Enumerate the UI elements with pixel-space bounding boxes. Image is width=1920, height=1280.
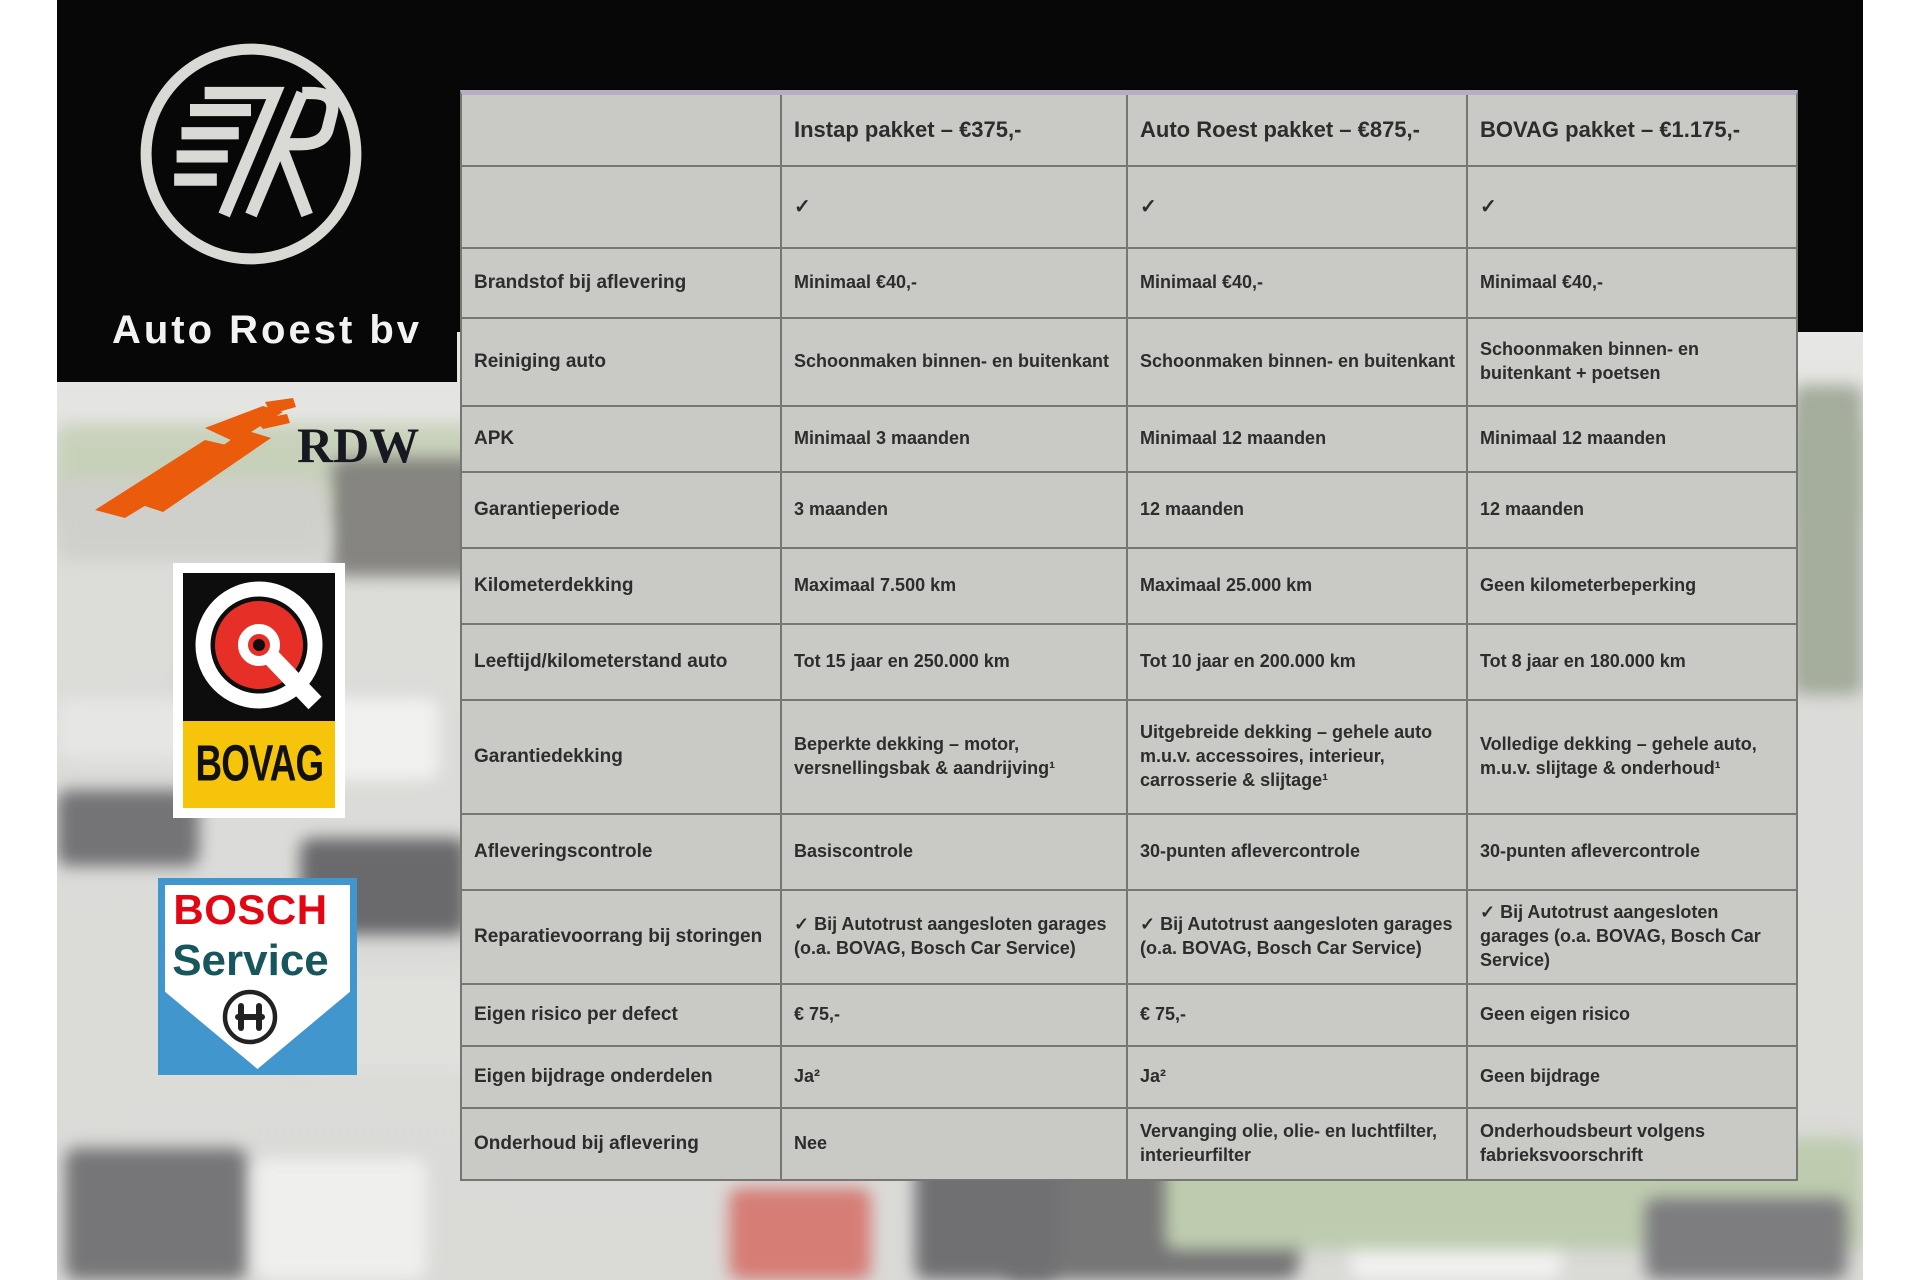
table-cell: Basiscontrole — [782, 815, 1126, 889]
table-cell: Tot 8 jaar en 180.000 km — [1468, 625, 1796, 699]
auto-roest-logo — [57, 0, 457, 382]
table-cell: Minimaal €40,- — [782, 249, 1126, 317]
bosch-service-text: Service — [172, 936, 329, 985]
row-label-reiniging: Reiniging auto — [462, 319, 780, 405]
row-label-onderhoud: Onderhoud bij aflevering — [462, 1109, 780, 1179]
row-label-apk: APK — [462, 407, 780, 471]
bosch-armature-icon — [215, 982, 285, 1052]
row-label-garantieperiode: Garantieperiode — [462, 473, 780, 547]
table-cell: 12 maanden — [1468, 473, 1796, 547]
auto-roest-monogram-icon — [129, 32, 373, 276]
row-label-eigen-risico: Eigen risico per defect — [462, 985, 780, 1045]
table-cell: Schoonmaken binnen- en buitenkant + poetsen — [1468, 319, 1796, 405]
table-cell: € 75,- — [1128, 985, 1466, 1045]
brand-name: Auto Roest bv — [111, 308, 423, 352]
table-cell: Schoonmaken binnen- en buitenkant — [1128, 319, 1466, 405]
table-cell: Vervanging olie, olie- en luchtfilter, interieurfilter — [1128, 1109, 1466, 1179]
table-corner-cell — [462, 95, 780, 165]
table-cell: Beperkte dekking – motor, versnellingsbak & aandrijving¹ — [782, 701, 1126, 813]
table-cell: Schoonmaken binnen- en buitenkant — [782, 319, 1126, 405]
table-cell: Nee — [782, 1109, 1126, 1179]
table-cell: Geen bijdrage — [1468, 1047, 1796, 1107]
table-cell: Geen kilometerbeperking — [1468, 549, 1796, 623]
table-cell: ✓ Bij Autotrust aangesloten garages (o.a. BOVAG, Bosch Car Service) — [782, 891, 1126, 983]
table-cell: 3 maanden — [782, 473, 1126, 547]
table-cell: Minimaal €40,- — [1468, 249, 1796, 317]
table-cell: ✓ Bij Autotrust aangesloten garages (o.a. BOVAG, Bosch Car Service) — [1128, 891, 1466, 983]
photo-car-shape — [1645, 1198, 1847, 1280]
rdw-logo — [87, 398, 487, 518]
table-cell: Uitgebreide dekking – gehele auto m.u.v. accessoires, interieur, carrosserie & slijtage¹ — [1128, 701, 1466, 813]
table-cell: Minimaal 12 maanden — [1128, 407, 1466, 471]
bovag-logo — [173, 563, 345, 818]
table-cell: 12 maanden — [1128, 473, 1466, 547]
table-cell: Maximaal 7.500 km — [782, 549, 1126, 623]
photo-car-shape — [65, 1148, 247, 1280]
row-label-eigen-bijdrage: Eigen bijdrage onderdelen — [462, 1047, 780, 1107]
check-icon: ✓ — [782, 167, 1126, 247]
table-cell: Minimaal €40,- — [1128, 249, 1466, 317]
table-cell: 30-punten aflevercontrole — [1128, 815, 1466, 889]
table-cell: Maximaal 25.000 km — [1128, 549, 1466, 623]
bosch-wordmark: BOSCH — [173, 886, 328, 933]
rdw-wing-icon — [87, 398, 317, 518]
row-label — [462, 167, 780, 247]
rdw-wordmark: RDW — [297, 417, 420, 473]
table-cell: Ja² — [1128, 1047, 1466, 1107]
table-cell: Tot 10 jaar en 200.000 km — [1128, 625, 1466, 699]
row-label-leeftijd: Leeftijd/kilometerstand auto — [462, 625, 780, 699]
row-label-kilometerdekking: Kilometerdekking — [462, 549, 780, 623]
table-cell: Geen eigen risico — [1468, 985, 1796, 1045]
bovag-magnifier-icon — [183, 573, 335, 721]
photo-car-shape — [255, 1158, 427, 1280]
photo-car-shape — [729, 1188, 871, 1280]
column-header-auto-roest: Auto Roest pakket – €875,- — [1128, 95, 1466, 165]
table-cell: Minimaal 12 maanden — [1468, 407, 1796, 471]
bovag-wordmark: BOVAG — [195, 735, 323, 793]
table-cell: € 75,- — [782, 985, 1126, 1045]
table-cell: 30-punten aflevercontrole — [1468, 815, 1796, 889]
bosch-service-logo — [158, 878, 357, 1075]
photo-trees-shape — [1792, 385, 1863, 695]
table-cell: Minimaal 3 maanden — [782, 407, 1126, 471]
check-icon: ✓ — [1128, 167, 1466, 247]
bovag-band — [183, 721, 335, 808]
column-header-instap: Instap pakket – €375,- — [782, 95, 1126, 165]
row-label-afleveringscontrole: Afleveringscontrole — [462, 815, 780, 889]
column-header-bovag: BOVAG pakket – €1.175,- — [1468, 95, 1796, 165]
table-cell: Onderhoudsbeurt volgens fabrieksvoorschrift — [1468, 1109, 1796, 1179]
table-cell: ✓ Bij Autotrust aangesloten garages (o.a. BOVAG, Bosch Car Service) — [1468, 891, 1796, 983]
table-cell: Volledige dekking – gehele auto, m.u.v. slijtage & onderhoud¹ — [1468, 701, 1796, 813]
photo-car-shape — [57, 698, 189, 760]
row-label-reparatievoorrang: Reparatievoorrang bij storingen — [462, 891, 780, 983]
table-cell: Ja² — [782, 1047, 1126, 1107]
check-icon: ✓ — [1468, 167, 1796, 247]
row-label-brandstof: Brandstof bij aflevering — [462, 249, 780, 317]
table-cell: Tot 15 jaar en 250.000 km — [782, 625, 1126, 699]
row-label-garantiedekking: Garantiedekking — [462, 701, 780, 813]
bovag-emblem — [183, 573, 335, 721]
package-comparison-table — [460, 90, 1798, 1181]
